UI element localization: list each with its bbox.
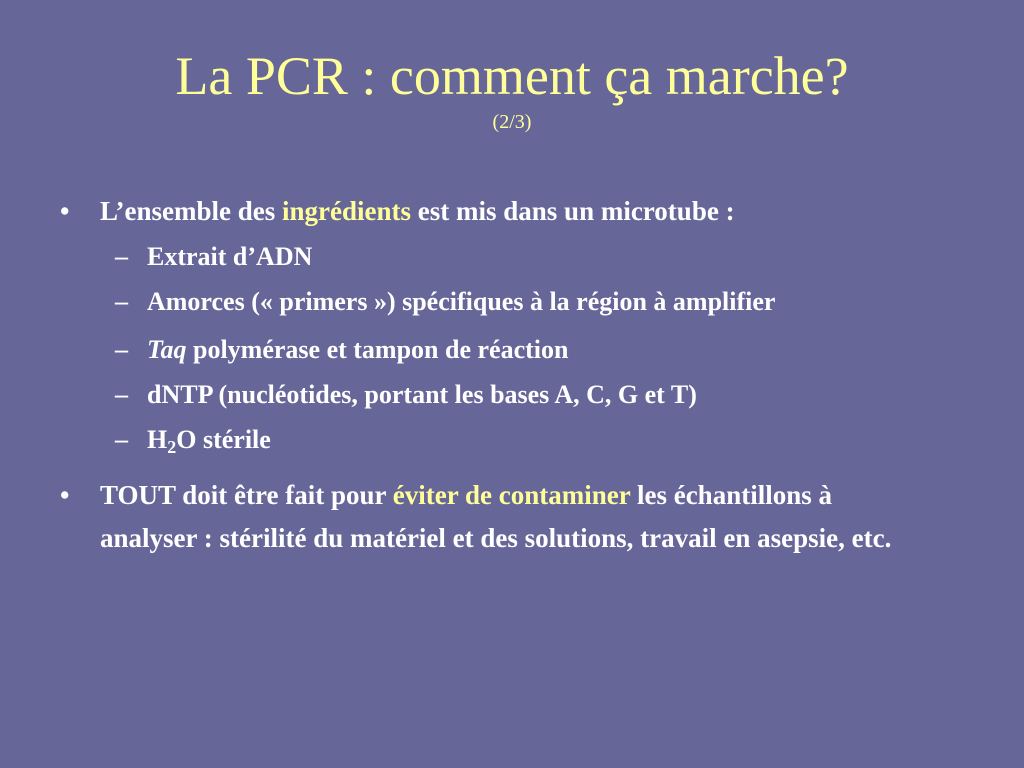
slide-content: [60, 188, 980, 560]
bullet-contamination-text-before: TOUT doit être fait pour: [100, 480, 393, 510]
bullet-marker: •: [60, 480, 70, 510]
bullet-ingredients-text-after: est mis dans un microtube :: [411, 196, 735, 226]
dash-marker: –: [115, 242, 128, 271]
ingredients-list: [60, 234, 980, 462]
list-item-water-subscript: 2: [167, 437, 177, 457]
bullet-contamination-highlight: éviter de contaminer: [392, 480, 631, 510]
list-item-taq-italic: Taq: [147, 335, 187, 364]
list-item-water: [60, 417, 867, 462]
list-item-water-text: O stérile: [176, 425, 271, 454]
bullet-ingredients-highlight: ingrédients: [282, 196, 412, 226]
slide-subtitle: (2/3): [492, 111, 532, 133]
list-item-amorces: [60, 279, 867, 327]
list-item-dntp-text: dNTP (nucléotides, portant les bases A, C, G et T): [147, 380, 697, 409]
list-item-adn: [60, 234, 867, 279]
dash-marker: –: [115, 380, 128, 409]
bullet-ingredients-text-before: L’ensemble des: [100, 196, 283, 226]
list-item-taq-text: polymérase et tampon de réaction: [186, 335, 569, 364]
slide-title: La PCR : comment ça marche?: [175, 46, 849, 106]
bullet-ingredients: [60, 188, 980, 234]
spacer: [60, 462, 980, 474]
list-item-dntp: [60, 372, 867, 417]
list-item-water-h: H: [147, 425, 168, 454]
list-item-taq: [60, 327, 867, 372]
title-block: [0, 44, 1024, 134]
dash-marker: –: [115, 287, 128, 316]
list-item-adn-text: Extrait d’ADN: [147, 242, 313, 271]
dash-marker: –: [115, 425, 128, 454]
list-item-amorces-text: Amorces (« primers ») spécifiques à la région à amplifier: [147, 287, 776, 316]
bullet-contamination-text-after: les échantillons à analyser : stérilité du matériel et des solutions, travail en asepsie, etc.: [100, 480, 892, 553]
bullet-contamination: [60, 474, 920, 560]
bullet-marker: •: [60, 196, 70, 226]
dash-marker: –: [115, 335, 128, 364]
